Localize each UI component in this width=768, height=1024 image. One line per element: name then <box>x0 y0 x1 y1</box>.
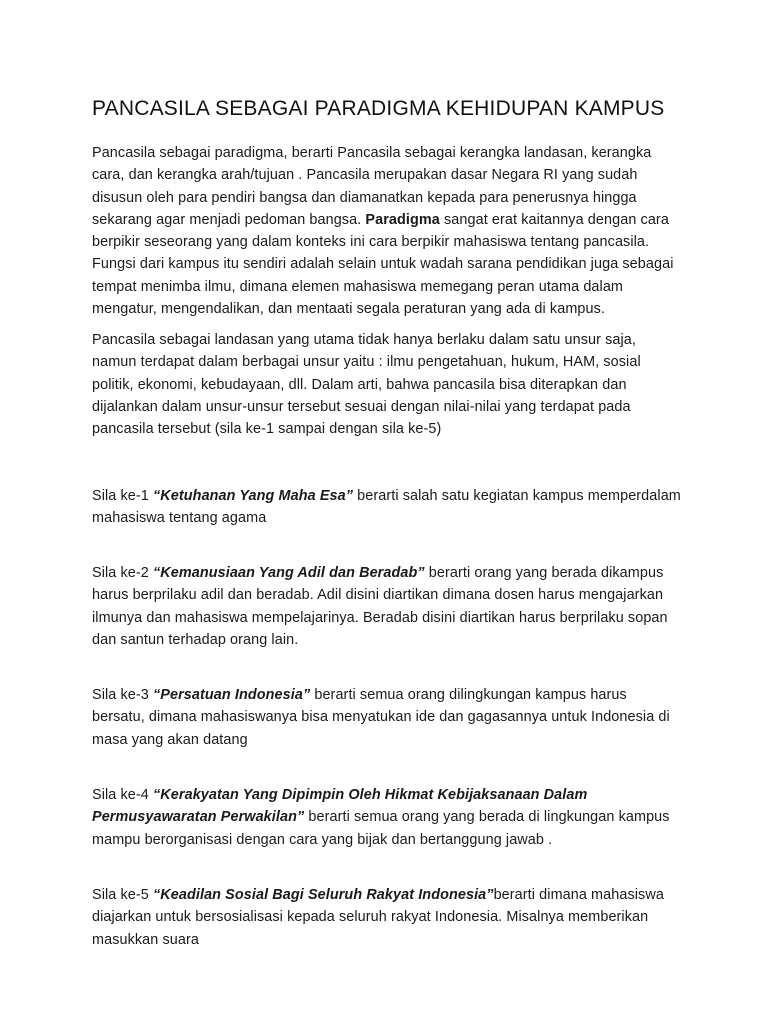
intro-text-part2: sangat erat kaitannya dengan cara berpikir seseorang yang dalam konteks ini cara berpikir mahasiswa tentang pancasila. Fungsi dari kampus itu sendiri adalah selain untuk wadah sarana pendidikan juga sebagai tempat menimba ilmu, dimana elemen mahasiswa memegang peran utama dalam mengatur, mengendalikan, dan mentaati segala peraturan yang ada di kampus. <box>92 211 674 318</box>
sila-1-paragraph <box>92 485 682 530</box>
sila-3-name: “Persatuan Indonesia” <box>153 687 311 703</box>
sila-1-name: “Ketuhanan Yang Maha Esa” <box>153 488 354 504</box>
sila-3-prefix: Sila ke-3 <box>92 687 153 703</box>
sila-5-name: “Keadilan Sosial Bagi Seluruh Rakyat Indonesia” <box>153 887 494 903</box>
sila-5-prefix: Sila ke-5 <box>92 887 153 903</box>
sila-2-paragraph <box>92 562 682 651</box>
sila-3-paragraph <box>92 684 682 751</box>
sila-4-paragraph <box>92 784 682 851</box>
sila-4-text: berarti semua orang yang berada di lingkungan kampus mampu berorganisasi dengan cara yang bijak dan bertanggung jawab . <box>92 809 670 848</box>
sila-2-name: “Kemanusiaan Yang Adil dan Beradab” <box>153 565 425 581</box>
paradigma-bold-term: Paradigma <box>365 211 440 228</box>
sila-5-text: berarti dimana mahasiswa diajarkan untuk bersosialisasi kepada seluruh rakyat Indonesia. Misalnya memberikan masukkan suara <box>92 887 664 948</box>
sila-1-prefix: Sila ke-1 <box>92 488 153 504</box>
intro-text-part1: Pancasila sebagai paradigma, berarti Pancasila sebagai kerangka landasan, kerangka cara, dan kerangka arah/tujuan . Pancasila merupakan dasar Negara RI yang sudah disusun oleh para pendiri bangsa dan diamanatkan kepada para penerusnya hingga sekarang agar menjadi pedoman bangsa. <box>92 145 652 228</box>
intro-paragraph <box>92 142 682 320</box>
sila-2-text: berarti orang yang berada dikampus harus berprilaku adil dan beradab. Adil disini diartikan dimana dosen harus mengajarkan ilmunya dan mahasiswa mempelajarinya. Beradab disini diartikan harus berprilaku sopan dan santun terhadap orang lain. <box>92 565 668 648</box>
sila-3-text: berarti semua orang dilingkungan kampus harus bersatu, dimana mahasiswanya bisa menyatukan ide dan gagasannya untuk Indonesia di masa yang akan datang <box>92 687 670 748</box>
landasan-paragraph: Pancasila sebagai landasan yang utama tidak hanya berlaku dalam satu unsur saja, namun terdapat dalam berbagai unsur yaitu : ilmu pengetahuan, hukum, HAM, sosial politik, ekonomi, kebudayaan, dll. Dalam arti, bahwa pancasila bisa diterapkan dan dijalankan dalam unsur-unsur tersebut sesuai dengan nilai-nilai yang terdapat pada pancasila tersebut (sila ke-1 sampai dengan sila ke-5) <box>92 332 641 438</box>
sila-5-paragraph <box>92 884 682 951</box>
sila-1-text: berarti salah satu kegiatan kampus memperdalam mahasiswa tentang agama <box>92 488 681 527</box>
sila-4-name: “Kerakyatan Yang Dipimpin Oleh Hikmat Kebijaksanaan Dalam Permusyawaratan Perwakilan” <box>92 787 588 826</box>
sila-2-prefix: Sila ke-2 <box>92 565 153 581</box>
sila-4-prefix: Sila ke-4 <box>92 787 153 803</box>
page-title: PANCASILA SEBAGAI PARADIGMA KEHIDUPAN KAMPUS <box>92 97 665 120</box>
